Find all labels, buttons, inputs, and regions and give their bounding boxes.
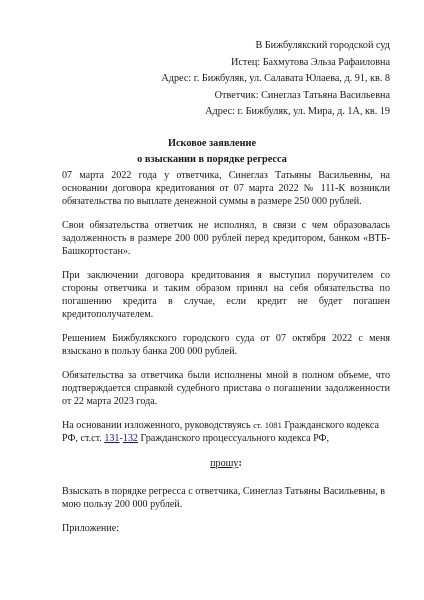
paragraph-5: Обязательства за ответчика были исполнены мной в полном объеме, что подтверждается справкой судебного пристава о погашении задолженности от 22 марта 2023 года. [62, 370, 390, 407]
plaintiff-address: Адрес: г. Бижбуляк, ул. Салавата Юлаева, д. 91, кв. 8 [161, 73, 390, 84]
paragraph-1: 07 марта 2022 года у ответчика, Синеглаз Татьяны Васильевны, на основании договора кредитования от 07 марта 2022 № 111-К возникли обязательства по выплате денежной суммы в размере 250 000 рублей. [62, 170, 390, 207]
title-line-2: о взыскании в порядке регресса [137, 154, 287, 165]
request-colon: : [238, 458, 242, 469]
paragraph-6-article: 1081 [264, 420, 282, 430]
paragraph-6-text-b: Гражданского кодекса РФ, ст.ст. [62, 420, 380, 444]
article-range-dash: - [119, 433, 123, 444]
request-heading [62, 457, 390, 470]
court-name: В Бижбулякский городской суд [255, 40, 390, 51]
defendant-name: Ответчик: Синеглаз Татьяна Васильевна [214, 89, 390, 101]
plaintiff-name: Истец: Бахмутова Эльза Рафаиловна [231, 56, 390, 68]
paragraph-6 [62, 419, 390, 445]
paragraph-3: При заключении договора кредитования я выступил поручителем со стороны ответчика и таким образом принял на себя обязательства по погашению кредита в случае, если кредит не будет погашен кредитополучателем. [62, 270, 390, 320]
request-word: прошу [210, 458, 239, 469]
document-header [161, 38, 390, 121]
article-132-link[interactable]: 132 [122, 433, 138, 444]
paragraph-2: Свои обязательства ответчик не исполнял, в связи с чем образовалась задолженность в размере 200 000 рублей перед кредитором, банком «ВТБ-Башкортостан». [62, 220, 390, 257]
document-title [0, 136, 424, 168]
document-body [62, 169, 390, 546]
attachment-label: Приложение: [62, 523, 119, 534]
paragraph-4: Решением Бижбулякского городского суда от 07 октября 2022 с меня взыскано в пользу банка 200 000 рублей. [62, 333, 390, 357]
paragraph-6-st: ст. [253, 420, 263, 430]
article-131-link[interactable]: 131 [104, 433, 120, 444]
paragraph-6-text-c: Гражданского процессуального кодекса РФ, [140, 433, 330, 444]
title-line-1: Исковое заявление [167, 138, 257, 149]
paragraph-6-text-a: На основании изложенного, руководствуясь [62, 420, 251, 431]
defendant-address: Адрес: г. Бижбуляк, ул. Мира, д. 1А, кв. 19 [205, 106, 390, 117]
request-paragraph: Взыскать в порядке регресса с ответчика, Синеглаз Татьяны Васильевны, в мою пользу 200 000 рублей. [62, 486, 386, 510]
